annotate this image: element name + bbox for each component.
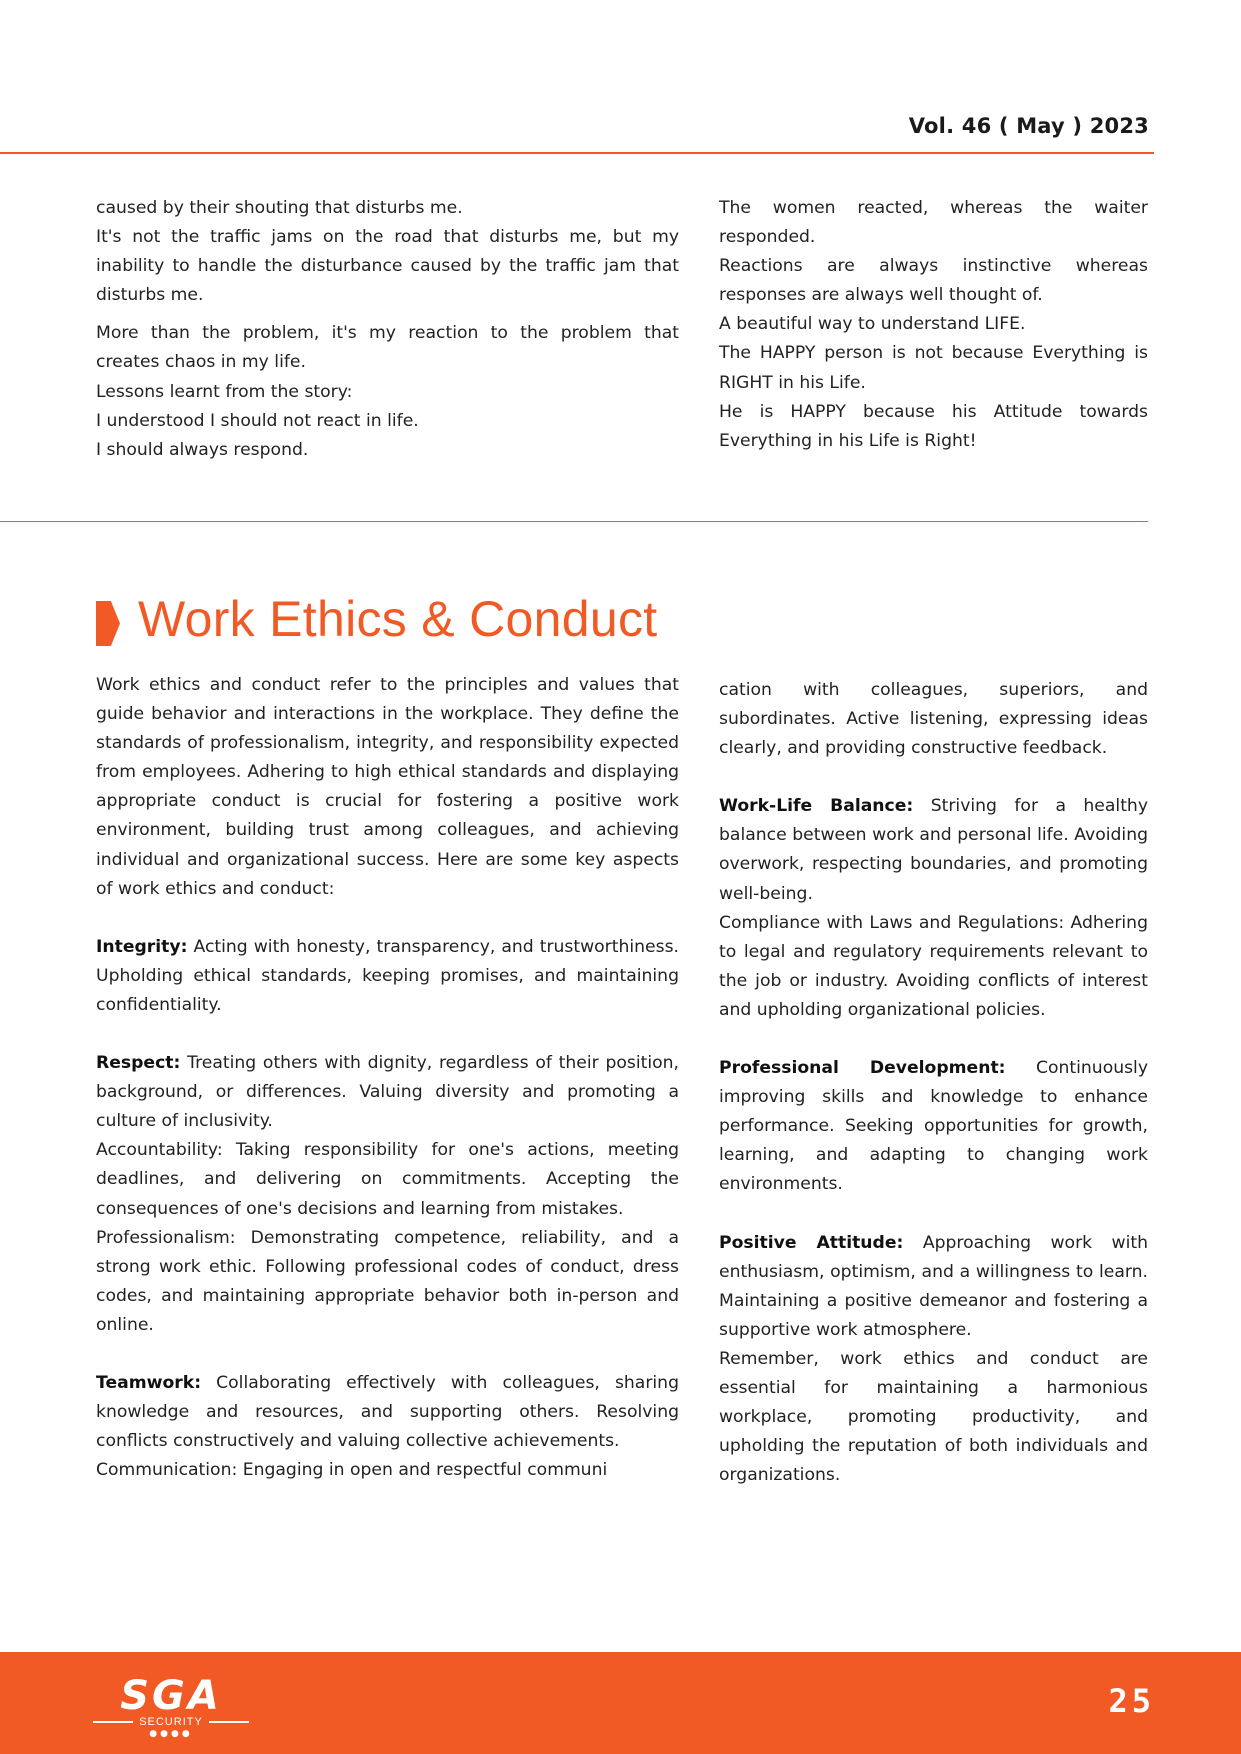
story-paragraph: The HAPPY person is not because Everything is RIGHT in his Life. xyxy=(719,343,1148,393)
integrity-text: Acting with honesty, transparency, and trustworthiness. Upholding ethical standards, keeping promises, and maintaining confidentiality. xyxy=(96,936,679,1015)
intro-paragraph: Work ethics and conduct refer to the principles and values that guide behavior and interactions in the workplace. They define the standards of professionalism, integrity, and responsibility expected from employees. Adhering to high ethical standards and displaying appropriate conduct is crucial for fostering a positive work environment, building trust among colleagues, and achieving individual and organizational success. Here are some key aspects of work ethics and conduct: xyxy=(96,675,679,899)
logo-subtitle-text: SECURITY xyxy=(139,1716,203,1728)
volume-issue-label: Vol. 46 ( May ) 2023 xyxy=(908,114,1149,138)
closing-paragraph: Remember, work ethics and conduct are essential for maintaining a harmonious workplace, promoting productivity, and upholding the reputation of both individuals and organizations. xyxy=(719,1348,1148,1486)
logo-line-right xyxy=(209,1721,249,1723)
story-left-column xyxy=(96,194,679,465)
story-paragraph: I should always respond. xyxy=(96,439,309,460)
positive-attitude-label: Positive Attitude: xyxy=(719,1232,904,1253)
communication-paragraph-end: cation with colleagues, superiors, and subordinates. Active listening, expressing ideas clearly, and providing constructive feedback. xyxy=(719,680,1148,759)
integrity-label: Integrity: xyxy=(96,936,188,957)
professional-development-paragraph xyxy=(719,1054,1148,1199)
article-right-column xyxy=(719,676,1148,1490)
logo-dots: ●●●● xyxy=(149,1729,193,1739)
sga-security-logo xyxy=(86,1673,256,1744)
teamwork-paragraph xyxy=(96,1369,679,1456)
respect-label: Respect: xyxy=(96,1053,181,1074)
professional-development-text: Continuously improving skills and knowledge to enhance performance. Seeking opportunities for growth, learning, and adapting to changing work environments. xyxy=(719,1058,1148,1195)
story-paragraph: More than the problem, it's my reaction to the problem that creates chaos in my life. xyxy=(96,323,679,373)
integrity-paragraph xyxy=(96,933,679,1020)
accountability-paragraph: Accountability: Taking responsibility for one's actions, meeting deadlines, and delivering on commitments. Accepting the consequences of one's decisions and learning from mistakes. xyxy=(96,1140,679,1219)
page-footer xyxy=(0,1652,1241,1754)
communication-paragraph-start: Communication: Engaging in open and respectful communi xyxy=(96,1460,608,1481)
work-life-text: Striving for a healthy balance between work and personal life. Avoiding overwork, respecting boundaries, and promoting well-being. xyxy=(719,796,1148,904)
respect-text: Treating others with dignity, regardless of their position, background, or differences. Valuing diversity and promoting a culture of inclusivity. xyxy=(96,1053,679,1132)
story-paragraph: I understood I should not react in life. xyxy=(96,410,419,431)
story-paragraph: Reactions are always instinctive whereas responses are always well thought of. xyxy=(719,256,1148,306)
story-paragraph: caused by their shouting that disturbs me. xyxy=(96,198,463,218)
story-paragraph: It's not the traffic jams on the road that disturbs me, but my inability to handle the disturbance caused by the traffic jam that disturbs me. xyxy=(96,227,679,306)
positive-attitude-text: Approaching work with enthusiasm, optimism, and a willingness to learn. Maintaining a positive demeanor and fostering a supportive work atmosphere. xyxy=(719,1232,1148,1340)
story-paragraph: A beautiful way to understand LIFE. xyxy=(719,314,1026,335)
professional-development-label: Professional Development: xyxy=(719,1058,1006,1079)
section-title: Work Ethics & Conduct xyxy=(138,591,658,647)
logo-wordmark: SGA xyxy=(120,1673,222,1719)
teamwork-text: Collaborating effectively with colleagues, sharing knowledge and resources, and supporting others. Resolving conflicts constructively and valuing collective achievements. xyxy=(96,1372,679,1452)
section-divider xyxy=(0,521,1148,522)
work-life-paragraph xyxy=(719,792,1148,908)
logo-line-left xyxy=(93,1721,133,1723)
compliance-paragraph: Compliance with Laws and Regulations: Adhering to legal and regulatory requirements relevant to the job or industry. Avoiding conflicts of interest and upholding organizational policies. xyxy=(719,912,1148,1020)
page-number: 25 xyxy=(1108,1682,1155,1720)
story-paragraph: The women reacted, whereas the waiter responded. xyxy=(719,198,1148,248)
story-paragraph: He is HAPPY because his Attitude towards Everything in his Life is Right! xyxy=(719,401,1148,451)
article-left-column xyxy=(96,671,679,1485)
teamwork-label: Teamwork: xyxy=(96,1372,202,1393)
respect-paragraph xyxy=(96,1049,679,1136)
section-marker-icon xyxy=(96,601,120,646)
positive-attitude-paragraph xyxy=(719,1229,1148,1345)
story-paragraph: Lessons learnt from the story: xyxy=(96,381,353,402)
work-life-label: Work-Life Balance: xyxy=(719,796,914,817)
story-right-column xyxy=(719,194,1148,456)
header-divider xyxy=(0,152,1154,154)
professionalism-paragraph: Professionalism: Demonstrating competence, reliability, and a strong work ethic. Following professional codes of conduct, dress codes, and maintaining appropriate behavior both in-person and online. xyxy=(96,1227,679,1335)
logo-subtitle xyxy=(86,1716,256,1728)
